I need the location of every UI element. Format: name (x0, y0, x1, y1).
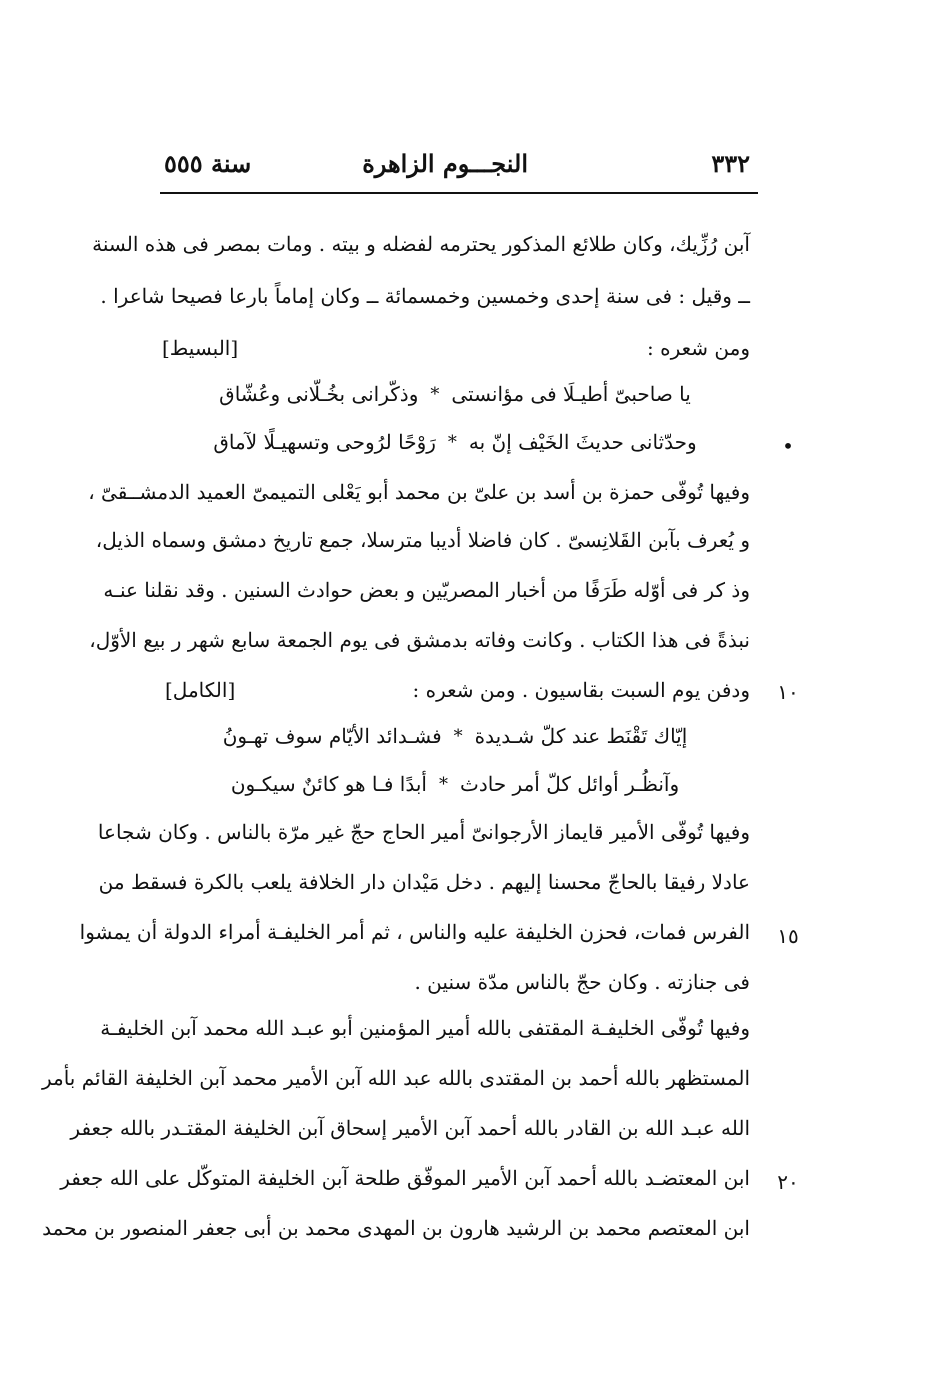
text-line: عادلا رفيقا بالحاجّ محسنا إليهم . دخل مَيْدان دار الخلافة يلعب بالكرة فسقط من (98, 870, 750, 894)
verse-first-hemistich: يا صاحبىّ أطيـلَا فى مؤانستى (451, 382, 691, 406)
line-number-marker: ١٥ (777, 924, 799, 948)
text-line: نبذةً فى هذا الكتاب . وكانت وفاته بدمشق فى يوم الجمعة سابع شهر ر بيع الأوّل، (89, 628, 750, 652)
text-line: وفيها تُوفّى الخليفـة المقتفى بالله أمير المؤمنين أبو عبـد الله محمد آبن الخليفـة (100, 1016, 750, 1040)
text-line: ــ وقيل : فى سنة إحدى وخمسين وخمسمائة ــ وكان إماماً بارعا فصيحا شاعرا . (100, 284, 750, 308)
text-line: ابن المعتصم محمد بن الرشيد هارون بن المهدى محمد بن أبى جعفر المنصور بن محمد (42, 1216, 750, 1240)
book-title: النجـــوم الزاهرة (362, 149, 528, 178)
verse-line (190, 714, 720, 758)
verse-separator: * (453, 725, 463, 747)
text-line: الله عبـد الله بن القادر بالله أحمد آبن الأمير إسحاق آبن الخليفة المقتـدر بالله جعفر (70, 1116, 750, 1140)
text-line: وذ كر فى أوّله طَرَفًا من أخبار المصريّين و بعض حوادث السنين . وقد نقلنا عنـه (103, 578, 750, 602)
text-line: آبن رُزِّيك، وكان طلائع المذكور يحترمه لفضله و بيته . ومات بمصر فى هذه السنة (92, 232, 750, 256)
verse-second-hemistich: أبدًا فـا هو كائنٌ سيكـون (230, 772, 427, 796)
text-line: وفيها تُوفّى حمزة بن أسد بن علىّ بن محمد أبو يَعْلى التميمىّ العميد الدمشــقىّ ، (88, 480, 750, 504)
line-number-marker: ٢٠ (777, 1170, 799, 1194)
verse-second-hemistich: وذكّرانى بخُـلّانى وعُشّاق (219, 382, 419, 406)
text-line: ودفن يوم السبت بقاسيون . ومن شعره : (412, 678, 750, 702)
text-line: وفيها تُوفّى الأمير قايماز الأرجوانىّ أمير الحاج حجّ غير مرّة بالناس . وكان شجاعا (97, 820, 750, 844)
verse-line (190, 372, 720, 416)
verse-separator: * (447, 431, 457, 453)
verse-first-hemistich: وآنظُـر أوائل كلّ أمر حادث (459, 772, 680, 796)
verse-first-hemistich: وحدّثانى حديثَ الخَيْف إنّ به (468, 430, 697, 454)
text-line: فى جنازته . وكان حجّ بالناس مدّة سنين . (414, 970, 750, 994)
text-line: ابن المعتضـد بالله أحمد آبن الأمير الموفّق طلحة آبن الخليفة المتوكّل على الله جعفر (60, 1166, 750, 1190)
verse-second-hemistich: رَوْحًا لرُوحى وتسهيـلًا لآماق (213, 430, 436, 454)
meter-label: [البسيط] (162, 336, 239, 360)
verse-line (190, 762, 720, 806)
text-line: المستظهر بالله أحمد بن المقتدى بالله عبد الله آبن الأمير محمد آبن الخليفة القائم بأمر (41, 1066, 750, 1090)
text-line: ومن شعره : (647, 336, 750, 360)
text-line: و يُعرف بآبن القَلانِسىّ . كان فاضلا أديبا مترسلا، جمع تاريخ دمشق وسماه الذيل، (95, 528, 750, 552)
line-number-marker: ١٠ (777, 680, 799, 704)
verse-first-hemistich: إيّاك تَقْنَط عند كلّ شـديدة (474, 724, 688, 748)
header-rule (160, 192, 758, 194)
line-number-marker: • (782, 434, 794, 458)
meter-label: [الكامل] (165, 678, 236, 702)
page-number: ٣٣٢ (711, 149, 750, 178)
text-line: الفرس فمات، فحزن الخليفة عليه والناس ، ثم أمر الخليفـة أمراء الدولة أن يمشوا (79, 920, 750, 944)
verse-line (190, 420, 720, 464)
verse-separator: * (438, 773, 448, 795)
verse-second-hemistich: فشـدائد الأيّام سوف تهـونُ (222, 724, 442, 748)
running-header (160, 148, 758, 188)
year-label: سنة ٥٥٥ (164, 149, 252, 178)
verse-separator: * (430, 383, 440, 405)
